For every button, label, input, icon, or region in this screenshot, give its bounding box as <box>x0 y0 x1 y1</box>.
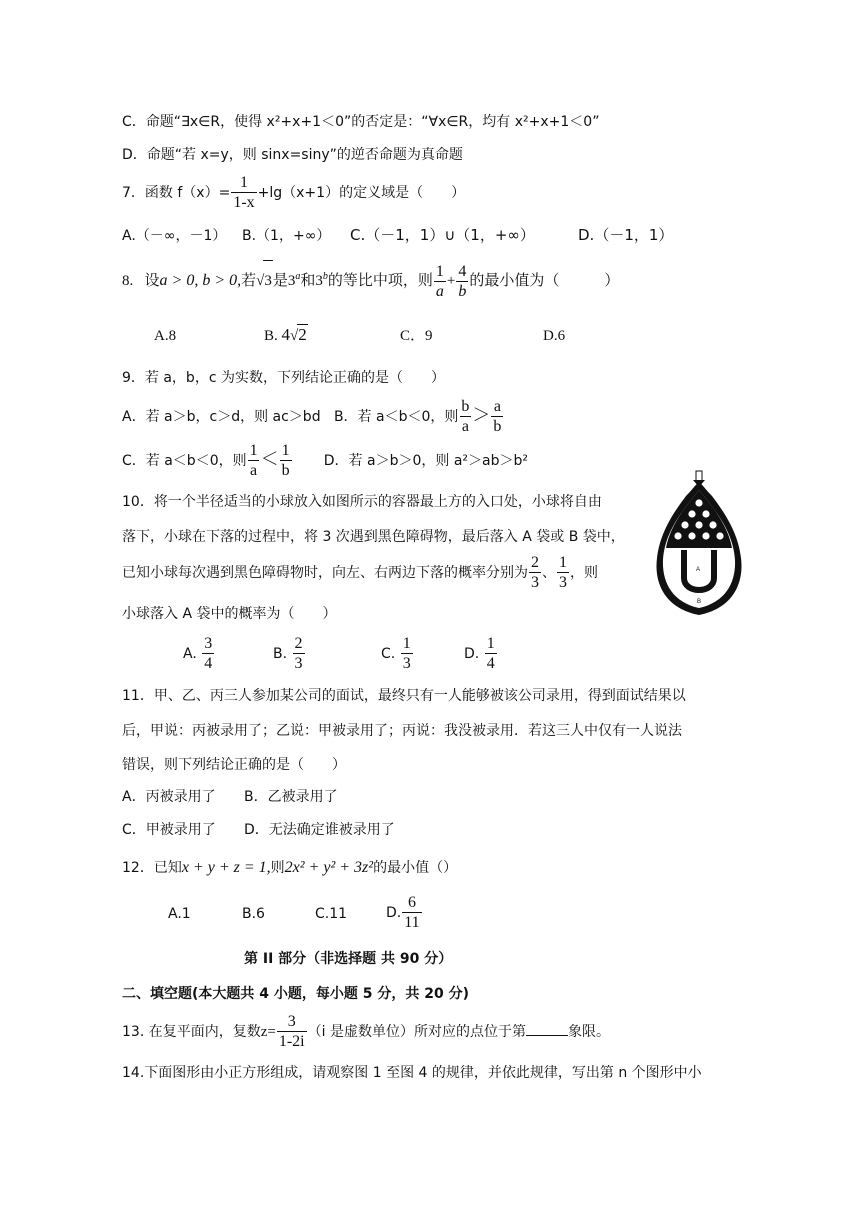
q13-frac-num: 3 <box>287 1013 296 1030</box>
q9-c-frac-2 <box>280 443 292 479</box>
q10-option-c <box>381 634 414 674</box>
q9-b-frac1-num: b <box>461 398 470 415</box>
q10-option-d <box>464 634 498 674</box>
q7-option-d: D.（－1，1） <box>578 226 674 244</box>
q10-line-3 <box>122 553 598 593</box>
q9-option-d: D．若 a＞b＞0，则 a²＞ab＞b² <box>323 453 528 469</box>
q8-text-5: 的等比中项，则 <box>327 273 433 289</box>
q8-text-1: 设 <box>144 273 160 289</box>
q12-stem-mid: 则 <box>270 860 285 876</box>
q9-c-frac1-num: 1 <box>249 442 258 459</box>
q8-option-b: B. 4√2 <box>264 325 307 344</box>
q8-option-b-label: B. <box>264 328 278 344</box>
q13-stem-pre: 13. 在复平面内，复数 <box>122 1024 261 1040</box>
q13-stem-post-2: 象限。 <box>567 1024 610 1040</box>
q8-option-c: C．9 <box>400 328 433 344</box>
q11-option-d: D．无法确定谁被录用了 <box>244 822 395 838</box>
q10-option-b-label: B. <box>273 646 288 662</box>
q8-sqrt-radicand: 3 <box>263 260 273 301</box>
q8-number: 8. <box>122 273 134 289</box>
q7-fraction <box>231 175 256 211</box>
q12-option-d-den: 11 <box>404 914 420 931</box>
q6-option-d: D．命题“若 x=y，则 sinx=siny”的逆否命题为真命题 <box>122 147 463 163</box>
q10-option-a-num: 3 <box>204 635 213 652</box>
q8-text-6: 的最小值为（ ） <box>469 273 620 289</box>
q10-frac-left-num: 2 <box>531 554 539 571</box>
q7-frac-num: 1 <box>239 174 248 191</box>
q8-power-2-exp: b <box>322 271 328 282</box>
q12-option-d-num: 6 <box>407 894 416 911</box>
q8-option-b-radicand: 2 <box>298 325 307 344</box>
q9-b-frac-2 <box>491 399 503 435</box>
q11-line-3: 错误，则下列结论正确的是（ ） <box>122 757 346 773</box>
q10-frac-right <box>557 555 569 591</box>
q7-option-c: C.（－1，1）∪（1，+∞） <box>350 226 535 244</box>
q10-option-c-num: 1 <box>402 635 411 652</box>
q12-option-b: B.6 <box>242 906 265 922</box>
q10-separator: 、 <box>542 565 556 581</box>
q12-equation: x + y + z = 1, <box>181 859 271 876</box>
q9-b-frac2-num: a <box>493 398 501 415</box>
q9-c-frac2-den: b <box>281 462 290 479</box>
q13-frac-den: 1-2i <box>278 1033 305 1050</box>
q10-frac-right-num: 1 <box>559 554 567 571</box>
q7-stem-post: +lg（x+1）的定义域是（ ） <box>257 185 466 201</box>
q9-options-ab <box>122 396 504 437</box>
q9-c-frac2-num: 1 <box>281 442 290 459</box>
q10-frac-left <box>529 555 541 591</box>
q12-stem-pre: 12．已知 <box>122 860 182 876</box>
q9-b-frac1-den: a <box>461 418 469 435</box>
q10-frac-right-den: 3 <box>559 574 567 591</box>
q6-option-c: C．命题“∃x∈R，使得 x²+x+1＜0”的否定是：“∀x∈R，均有 x²+x+1＜0” <box>122 114 600 130</box>
q11-line-1: 11．甲、乙、丙三人参加某公司的面试，最终只有一人能够被该公司录用，得到面试结果以 <box>122 688 686 704</box>
q8-text-3: 是 <box>272 273 288 289</box>
q8-option-d: D.6 <box>543 328 566 344</box>
q9-b-frac-1 <box>459 399 471 435</box>
q10-line-2: 落下，小球在下落的过程中，将 3 次遇到黑色障碍物，最后落入 A 袋或 B 袋中， <box>122 529 625 545</box>
bag-a-label: A <box>695 567 701 573</box>
q9-option-a: A．若 a＞b，c＞d，则 ac＞bd <box>122 409 321 425</box>
q11-option-b: B．乙被录用了 <box>244 789 338 805</box>
q9-option-b-pre: B．若 a＜b＜0，则 <box>333 409 459 425</box>
q12-option-c: C.11 <box>315 906 348 922</box>
q8-fraction-2 <box>456 264 468 300</box>
q10-option-a-den: 4 <box>204 655 213 672</box>
q8-power-1-base: 3 <box>287 273 296 289</box>
q13-z: z= <box>260 1024 276 1040</box>
q8-frac2-num: 4 <box>458 262 467 280</box>
q10-option-b <box>273 634 306 674</box>
q10-option-b-num: 2 <box>294 635 303 652</box>
q10-option-a <box>183 634 215 674</box>
q7-option-a: A.（－∞，－1） <box>122 228 227 244</box>
q10-line-3-post: ，则 <box>570 565 598 581</box>
q9-options-cd <box>122 440 528 481</box>
q8-frac1-den: a <box>435 282 444 300</box>
q9-c-op: ＜ <box>260 449 279 470</box>
q8-power-1-exp: a <box>295 271 301 282</box>
q10-line-4: 小球落入 A 袋中的概率为（ ） <box>122 606 337 622</box>
q13-fraction <box>277 1014 307 1050</box>
q12-stem-post: 的最小值（） <box>373 860 458 876</box>
q10-line-3-pre: 已知小球每次遇到黑色障碍物时，向左、右两边下落的概率分别为 <box>122 565 528 581</box>
q9-option-c-pre: C．若 a＜b＜0，则 <box>122 453 247 469</box>
q11-option-c: C．甲被录用了 <box>122 822 216 838</box>
q10-option-d-den: 4 <box>486 655 495 672</box>
q7-option-b: B.（1，+∞） <box>242 228 331 244</box>
q10-option-d-label: D. <box>464 646 480 662</box>
section-2-heading: 二、填空题(本大题共 4 小题，每小题 5 分，共 20 分) <box>122 986 470 1002</box>
q8-condition: a > 0, b > 0, <box>159 272 242 289</box>
q7-stem-pre: 7．函数 f（x）= <box>122 185 231 201</box>
q9-stem: 9．若 a，b，c 为实数，下列结论正确的是（ ） <box>122 370 445 386</box>
q13-stem-post-1: （i 是虚数单位）所对应的点位于第 <box>307 1024 526 1040</box>
q11-option-a: A．丙被录用了 <box>122 789 216 805</box>
q9-c-frac1-den: a <box>250 462 258 479</box>
q12-option-d-label: D. <box>386 905 402 921</box>
q12-expression: 2x² + y² + 3z² <box>284 859 374 876</box>
q10-option-c-den: 3 <box>402 655 411 672</box>
q10-option-c-label: C. <box>381 646 396 662</box>
q10-option-a-label: A. <box>183 646 197 662</box>
q8-stem: 8. 设a > 0, b > 0,若√3是3$^a$和3$^b$的等比中项，则 $\frac{1}{a}$ + $\frac{4}{b}$ 的最小值为（ ） <box>122 260 619 301</box>
q9-b-op: ＞ <box>472 405 491 426</box>
q10-frac-left-den: 3 <box>531 574 539 591</box>
q12-option-a: A.1 <box>168 906 191 922</box>
q14-line-1: 14.下面图形由小正方形组成，请观察图 1 至图 4 的规律，并依此规律，写出第 n 个图形中小 <box>122 1065 702 1081</box>
q8-text-4: 和 <box>300 273 316 289</box>
q8-frac1-num: 1 <box>435 262 444 280</box>
q10-container-figure <box>652 470 746 618</box>
q9-c-frac-1 <box>248 443 260 479</box>
q8-frac2-den: b <box>458 282 467 300</box>
part-2-heading: 第 II 部分（非选择题 共 90 分） <box>244 951 453 967</box>
bag-b-label: B <box>696 599 702 605</box>
q8-option-a: A.8 <box>154 328 177 344</box>
q13-stem <box>122 1012 610 1052</box>
q13-answer-blank[interactable] <box>526 1021 568 1036</box>
q12-option-d <box>386 892 423 934</box>
q8-option-b-coef: 4 <box>281 325 291 344</box>
q8-text-2: 若 <box>241 273 257 289</box>
q7-frac-den: 1-x <box>233 194 255 211</box>
q10-option-b-den: 3 <box>294 655 303 672</box>
q11-line-2: 后，甲说：丙被录用了；乙说：甲被录用了；丙说：我没被录用．若这三人中仅有一人说法 <box>122 723 682 739</box>
q8-fraction-1 <box>434 264 446 300</box>
q7-stem <box>122 174 465 212</box>
q8-power-2-base: 3 <box>315 273 323 289</box>
q10-line-1: 10．将一个半径适当的小球放入如图所示的容器最上方的入口处，小球将自由 <box>122 494 602 510</box>
q8-plus: + <box>446 273 456 289</box>
q9-b-frac2-den: b <box>493 418 502 435</box>
q12-stem <box>122 858 457 878</box>
q10-option-d-num: 1 <box>486 635 495 652</box>
